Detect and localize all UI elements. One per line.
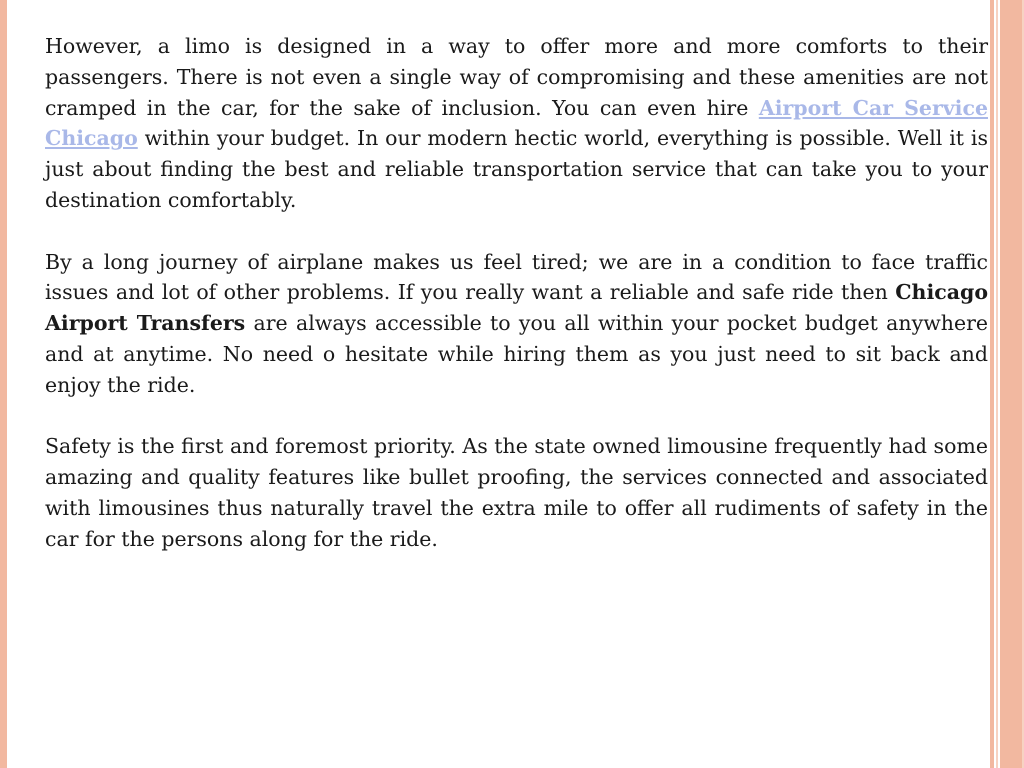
paragraph-airport-transfers (45, 247, 988, 401)
paragraph-safety (45, 431, 988, 554)
right-border-bar (996, 0, 998, 768)
right-border-bar (1000, 0, 1022, 768)
body-text (45, 31, 988, 585)
paragraph-text: However, a limo is designed in a way to offer more and more comforts to their passengers. There is not even a single way of compromising and these amenities are not cramped in the car, for the sake of inclusion. You can even hire (45, 34, 988, 120)
airport-car-service-link[interactable]: Airport Car Service Chicago (45, 95, 988, 151)
paragraph-text: within your budget. In our modern hectic world, everything is possible. Well it is just about finding the best and reliable transportation service that can take you to your destination comfortably. (45, 126, 988, 212)
paragraph-limo-comforts (45, 31, 988, 216)
left-accent-stripe (0, 0, 7, 768)
bold-phrase: Chicago Airport Transfers (45, 280, 988, 336)
paragraph-text: are always accessible to you all within your pocket budget anywhere and at anytime. No need o hesitate while hiring them as you just need to sit back and enjoy the ride. (45, 311, 989, 397)
right-decorative-border (988, 0, 1024, 768)
paragraph-text: Safety is the first and foremost priority. As the state owned limousine frequently had some amazing and quality features like bullet proofing, the services connected and associated with limousines thus naturally travel the extra mile to offer all rudiments of safety in the car for the persons along for the ride. (45, 434, 988, 551)
right-border-bar (990, 0, 994, 768)
paragraph-text: By a long journey of airplane makes us feel tired; we are in a condition to face traffic issues and lot of other problems. If you really want a reliable and safe ride then (45, 249, 988, 305)
